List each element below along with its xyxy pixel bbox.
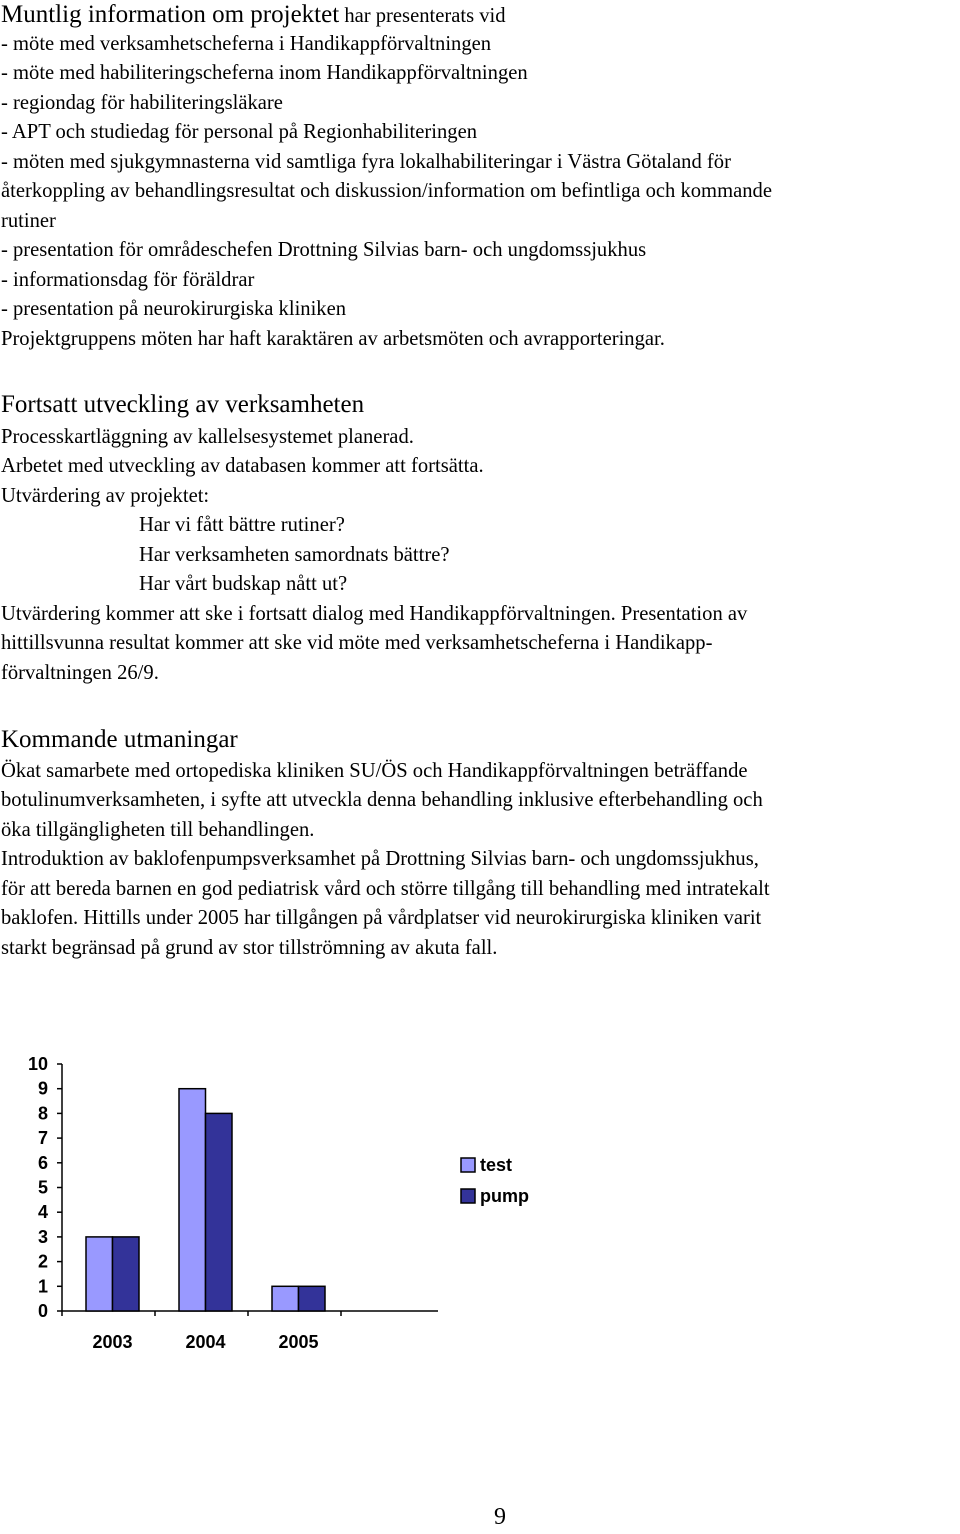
- section1-line: - presentation på neurokirurgiska kliniken: [1, 298, 347, 320]
- evaluation-question: Har vi fått bättre rutiner?: [139, 514, 345, 536]
- section2-heading: Fortsatt utveckling av verksamheten: [1, 391, 365, 418]
- page-number: 9: [494, 1504, 506, 1530]
- bar-chart: [0, 1040, 600, 1370]
- y-tick-label: 7: [37, 1128, 48, 1149]
- evaluation-question: Har verksamheten samordnats bättre?: [139, 544, 450, 566]
- x-tick-label: 2005: [278, 1332, 319, 1352]
- legend-swatch-test: [461, 1158, 475, 1172]
- x-tick-label: 2004: [185, 1332, 226, 1352]
- section1-line: - presentation för områdeschefen Drottning Silvias barn- och ungdomssjukhus: [1, 239, 647, 261]
- section3-heading: Kommande utmaningar: [1, 726, 238, 753]
- section1-heading: Muntlig information om projektet: [1, 1, 340, 28]
- bar-test-2005: [272, 1286, 299, 1311]
- y-tick-label: 6: [37, 1152, 48, 1173]
- section3-line: starkt begränsad på grund av stor tillströmning av akuta fall.: [1, 937, 498, 959]
- section1-line: - möte med verksamhetscheferna i Handikappförvaltningen: [1, 33, 492, 55]
- legend-swatch-pump: [461, 1189, 475, 1203]
- section3-line: Ökat samarbete med ortopediska kliniken SU/ÖS och Handikappförvaltningen beträffande: [1, 760, 748, 782]
- y-tick-label: 2: [37, 1251, 48, 1272]
- section3-line: Introduktion av baklofenpumpsverksamhet på Drottning Silvias barn- och ungdomssjukhus,: [1, 848, 759, 870]
- chart-bars: [86, 1089, 325, 1311]
- y-tick-label: 9: [37, 1078, 48, 1099]
- bar-pump-2003: [113, 1237, 140, 1311]
- section2-line: Arbetet med utveckling av databasen kommer att fortsätta.: [1, 455, 484, 477]
- y-tick-label: 8: [37, 1103, 48, 1124]
- section2-closing-line: Utvärdering kommer att ske i fortsatt dialog med Handikappförvaltningen. Presentation av: [1, 603, 748, 625]
- section3-line: för att bereda barnen en god pediatrisk vård och större tillgång till behandling med intratekalt: [1, 878, 770, 900]
- section1-heading-continuation: har presenterats vid: [344, 5, 506, 27]
- section2-line: Utvärdering av projektet:: [1, 485, 210, 507]
- y-tick-label: 5: [37, 1177, 48, 1198]
- section2-line: Processkartläggning av kallelsesystemet planerad.: [1, 426, 414, 448]
- section1-line: Projektgruppens möten har haft karaktären av arbetsmöten och avrapporteringar.: [1, 328, 665, 350]
- section3-line: baklofen. Hittills under 2005 har tillgången på vårdplatser vid neurokirurgiska kliniken varit: [1, 907, 762, 929]
- section3-line: botulinumverksamheten, i syfte att utveckla denna behandling inklusive efterbehandling och: [1, 789, 763, 811]
- section1-line: - APT och studiedag för personal på Regionhabiliteringen: [1, 121, 478, 143]
- legend-label-pump: pump: [480, 1186, 529, 1206]
- section1-line: - möte med habiliteringscheferna inom Handikappförvaltningen: [1, 62, 528, 84]
- bar-pump-2005: [299, 1286, 326, 1311]
- bar-test-2004: [179, 1089, 206, 1311]
- y-tick-label: 0: [37, 1301, 48, 1321]
- evaluation-question: Har vårt budskap nått ut?: [139, 573, 348, 595]
- chart-legend: [461, 1155, 529, 1206]
- y-tick-label: 3: [37, 1226, 48, 1247]
- section2-closing-line: hittillsvunna resultat kommer att ske vid möte med verksamhetscheferna i Handikapp-: [1, 632, 713, 654]
- section3-line: öka tillgängligheten till behandlingen.: [1, 819, 315, 841]
- section1-heading-line: [1, 0, 506, 32]
- bar-test-2003: [86, 1237, 113, 1311]
- section1-line: rutiner: [1, 210, 56, 232]
- y-tick-label: 4: [37, 1202, 48, 1223]
- section1-line: - regiondag för habiliteringsläkare: [1, 92, 283, 114]
- y-tick-label: 10: [27, 1054, 48, 1074]
- x-tick-label: 2003: [92, 1332, 133, 1352]
- legend-label-test: test: [480, 1155, 513, 1175]
- section2-closing-line: förvaltningen 26/9.: [1, 662, 159, 684]
- bar-pump-2004: [206, 1113, 233, 1311]
- section1-line: - informationsdag för föräldrar: [1, 269, 255, 291]
- section1-line: återkoppling av behandlingsresultat och diskussion/information om befintliga och kommande: [1, 180, 772, 202]
- y-tick-label: 1: [37, 1276, 48, 1297]
- section1-line: - möten med sjukgymnasterna vid samtliga fyra lokalhabiliteringar i Västra Götaland för: [1, 151, 731, 173]
